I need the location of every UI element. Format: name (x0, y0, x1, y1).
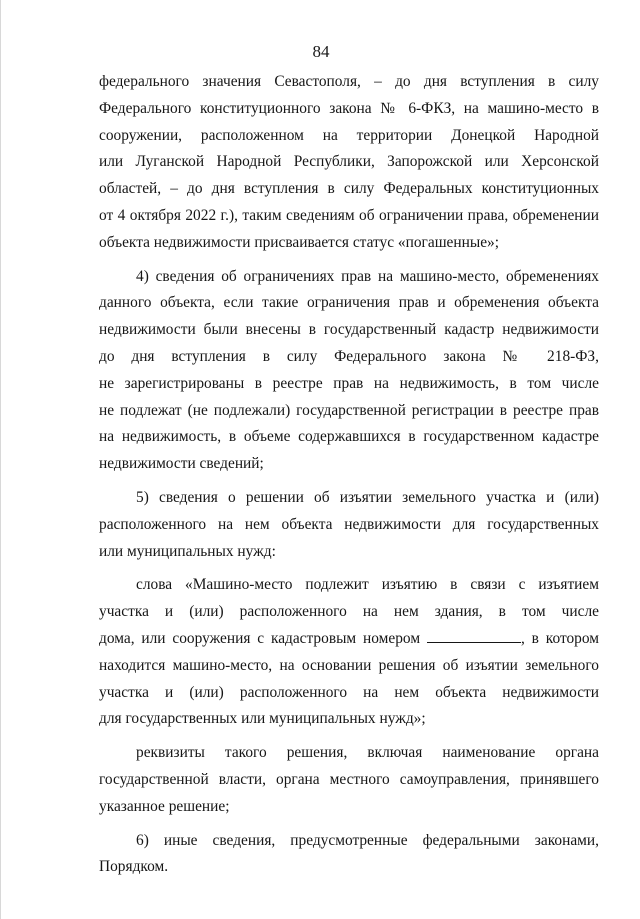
text-line: указанное решение; (99, 797, 230, 815)
text-line: 4) сведения об ограничениях прав на машино-место, обременениях (136, 267, 599, 285)
text-line-with-blank (99, 626, 599, 653)
text-line: от 4 октября 2022 г.), таким сведениям об ограничении права, обременении (99, 206, 599, 224)
text-line: не зарегистрированы в реестре прав на недвижимость, в том числе (99, 374, 599, 392)
document-body (99, 69, 599, 881)
text-line: или Луганской Народной Республики, Запорожской или Херсонской (99, 153, 599, 171)
paragraph-words (99, 572, 599, 733)
text-line: сооружении, расположенном на территории Донецкой Народной (99, 126, 599, 144)
text-line: Порядком. (99, 858, 169, 876)
text-line: 6) иные сведения, предусмотренные федеральными законами, (136, 831, 599, 849)
text-line: на недвижимость, в объеме содержавшихся в государственном кадастре (99, 428, 599, 446)
text-line: федерального значения Севастополя, – до дня вступления в силу (99, 73, 599, 90)
text-line: областей, – до дня вступления в силу Федеральных конституционных (99, 180, 599, 198)
page-number: 84 (312, 42, 330, 61)
text-line: реквизиты такого решения, включая наименование органа (136, 744, 599, 762)
text-line: объекта недвижимости присваивается статус «погашенные»; (99, 233, 499, 251)
text-line: находится машино-место, на основании решения об изъятии земельного (99, 656, 599, 674)
text-line: слова «Машино-место подлежит изъятию в связи с изъятием (136, 576, 599, 594)
text-line: недвижимости были внесены в государственный кадастр недвижимости (99, 321, 599, 339)
fill-in-blank (427, 628, 521, 643)
paragraph-continuation (99, 69, 599, 257)
paragraph-requisites (99, 740, 599, 820)
text-line: государственной власти, органа местного самоуправления, принявшего (99, 770, 599, 788)
text-line: недвижимости сведений; (99, 455, 264, 473)
text-fragment: дома, или сооружения с кадастровым номером (99, 629, 421, 647)
paragraph-item-4 (99, 264, 599, 478)
text-line: Федерального конституционного закона № 6-ФКЗ, на машино-место в (99, 99, 599, 117)
text-line: участка и (или) расположенного на нем здания, в том числе (99, 603, 599, 621)
text-line: 5) сведения о решении об изъятии земельного участка и (или) (136, 488, 599, 506)
text-line: участка и (или) расположенного на нем объекта недвижимости (99, 683, 599, 701)
text-line: расположенного на нем объекта недвижимости для государственных (99, 515, 599, 533)
paragraph-item-5 (99, 485, 599, 565)
text-line: для государственных или муниципальных нужд»; (99, 710, 426, 728)
paragraph-item-6 (99, 828, 599, 882)
text-line: до дня вступления в силу Федерального закона № 218-ФЗ, (99, 347, 599, 365)
text-line: данного объекта, если такие ограничения прав и обременения объекта (99, 294, 599, 312)
text-fragment: , в котором (520, 629, 599, 647)
text-line: не подлежат (не подлежали) государственной регистрации в реестре прав (99, 401, 599, 419)
text-line: или муниципальных нужд: (99, 542, 276, 560)
